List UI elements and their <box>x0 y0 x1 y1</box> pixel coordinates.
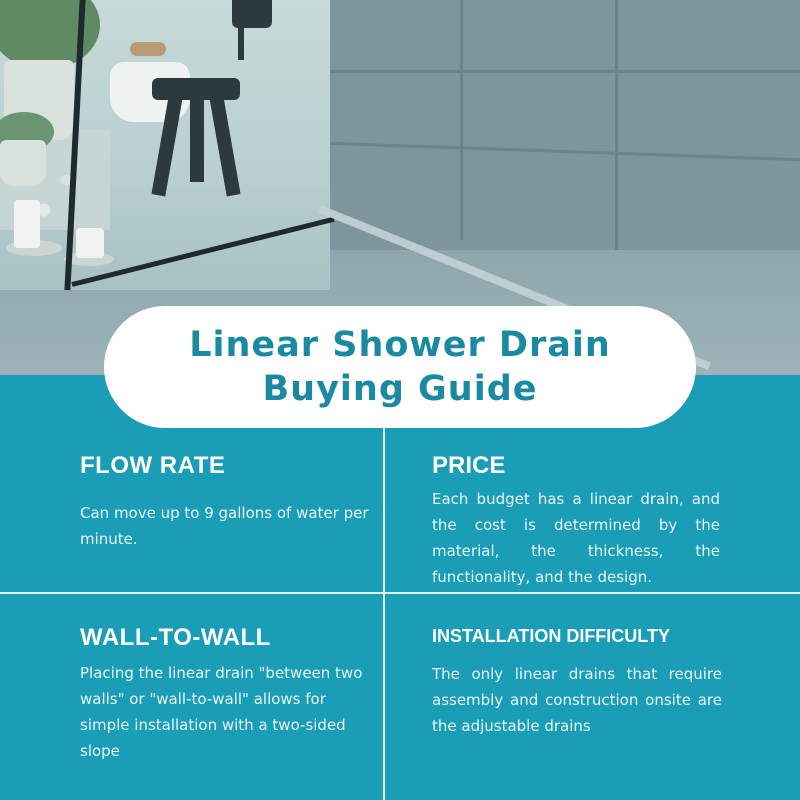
vertical-divider <box>383 428 385 800</box>
small-plant-pot <box>0 140 46 186</box>
section-body: Each budget has a linear drain, and the cost is determined by the material, the thickness, the functionality, and the design. <box>432 490 720 586</box>
section-body: Placing the linear drain "between two walls" or "wall-to-wall" allows for simple installation with a two-sided slope <box>80 664 363 760</box>
section-heading: FLOW RATE <box>80 452 226 479</box>
section-heading: PRICE <box>432 452 506 479</box>
section-installation-difficulty <box>432 626 722 739</box>
bath-brush <box>130 42 166 56</box>
stool-leg <box>190 96 204 182</box>
horizontal-divider <box>0 592 800 594</box>
section-flow-rate <box>80 452 370 552</box>
section-body: The only linear drains that require assembly and construction onsite are the adjustable drains <box>432 665 722 735</box>
tile-joint <box>330 70 800 73</box>
section-body: Can move up to 9 gallons of water per minute. <box>80 504 369 548</box>
shower-pipe <box>238 20 244 60</box>
candle <box>14 200 40 248</box>
candle <box>76 228 104 258</box>
section-price <box>432 452 720 590</box>
section-heading: INSTALLATION DIFFICULTY <box>432 626 670 646</box>
section-wall-to-wall <box>80 624 370 764</box>
title-banner <box>104 306 696 428</box>
tile-joint <box>460 0 463 240</box>
title-line-1: Linear Shower Drain <box>189 325 611 365</box>
section-heading: WALL-TO-WALL <box>80 624 271 651</box>
title-line-2: Buying Guide <box>262 369 538 409</box>
